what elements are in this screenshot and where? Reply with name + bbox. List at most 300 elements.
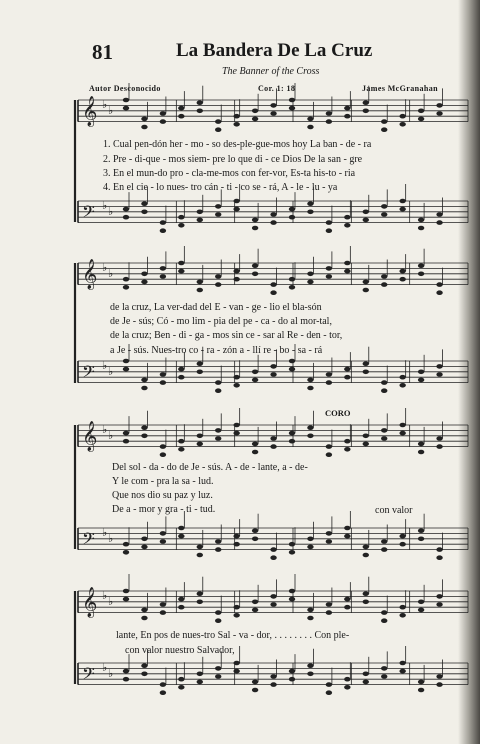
treble-clef-icon: 𝄞 (82, 587, 98, 618)
note-head (252, 537, 258, 542)
note-head (399, 383, 405, 388)
note-head (178, 375, 184, 380)
note-head (289, 207, 295, 212)
note-head (289, 106, 295, 111)
note-head (215, 274, 221, 279)
note-head (160, 682, 166, 687)
note-head (141, 201, 147, 206)
note-head (436, 111, 442, 116)
note-head (215, 674, 221, 679)
note-head (270, 602, 276, 607)
note-head (178, 597, 184, 602)
treble-clef-icon: 𝄞 (82, 421, 98, 452)
note-head (399, 207, 405, 212)
note-head (307, 663, 313, 668)
note-head (178, 269, 184, 274)
flat-sign-icon: ♭ (102, 98, 108, 112)
note-head (418, 117, 424, 122)
note-head (326, 539, 332, 544)
note-head (381, 127, 387, 132)
flat-sign-icon: ♭ (108, 104, 114, 118)
note-head (252, 272, 258, 277)
bass-clef-icon: 𝄢 (82, 528, 95, 553)
note-head (307, 210, 313, 215)
note-head (270, 594, 276, 599)
note-head (141, 545, 147, 550)
note-head (399, 423, 405, 428)
note-head (289, 285, 295, 290)
note-head (436, 282, 442, 287)
note-head (326, 220, 332, 225)
note-head (326, 228, 332, 233)
note-head (233, 534, 239, 539)
note-head (344, 261, 350, 266)
flat-sign-icon: ♭ (102, 261, 108, 275)
note-head (178, 223, 184, 228)
note-head (270, 290, 276, 295)
note-head (289, 550, 295, 555)
note-head (123, 106, 129, 111)
note-head (233, 423, 239, 428)
note-head (418, 600, 424, 605)
note-head (436, 674, 442, 679)
note-head (215, 204, 221, 209)
note-head (215, 380, 221, 385)
note-head (344, 605, 350, 610)
note-head (418, 537, 424, 542)
lyric-s3-v3: Que nos dio su paz y luz. (112, 490, 213, 501)
note-head (381, 666, 387, 671)
scripture-reference: Cor. 1: 18 (258, 84, 296, 93)
note-head (178, 447, 184, 452)
note-head (160, 539, 166, 544)
note-head (344, 223, 350, 228)
note-head (141, 125, 147, 130)
note-head (344, 367, 350, 372)
flat-sign-icon: ♭ (108, 532, 114, 546)
lyric-s1-v2: 2. Pre - di-que - mos siem- pre lo que di - ce Dios De la san - gre (103, 154, 363, 165)
note-head (363, 288, 369, 293)
note-head (307, 117, 313, 122)
note-head (270, 220, 276, 225)
bass-clef-icon: 𝄢 (82, 201, 95, 226)
note-head (270, 444, 276, 449)
note-head (418, 442, 424, 447)
note-head (178, 685, 184, 690)
note-head (307, 272, 313, 277)
note-head (215, 127, 221, 132)
note-head (215, 539, 221, 544)
english-subtitle: The Banner of the Cross (222, 66, 320, 77)
note-head (252, 226, 258, 231)
flat-sign-icon: ♭ (102, 359, 108, 373)
note-head (381, 547, 387, 552)
note-head (141, 210, 147, 215)
note-head (270, 372, 276, 377)
note-head (289, 589, 295, 594)
note-head (363, 545, 369, 550)
note-head (197, 288, 203, 293)
treble-clef-icon: 𝄞 (82, 259, 98, 290)
note-head (326, 111, 332, 116)
note-head (197, 545, 203, 550)
note-head (326, 266, 332, 271)
note-head (344, 114, 350, 119)
note-head (178, 526, 184, 531)
bass-clef-icon: 𝄢 (82, 361, 95, 386)
note-head (326, 610, 332, 615)
note-head (344, 106, 350, 111)
note-head (178, 534, 184, 539)
note-head (160, 602, 166, 607)
note-head (399, 277, 405, 282)
note-head (160, 531, 166, 536)
note-head (381, 618, 387, 623)
note-head (123, 285, 129, 290)
note-head (270, 436, 276, 441)
note-head (344, 447, 350, 452)
note-head (381, 274, 387, 279)
note-head (178, 677, 184, 682)
note-head (270, 103, 276, 108)
note-head (160, 372, 166, 377)
flat-sign-icon: ♭ (102, 199, 108, 213)
note-head (252, 370, 258, 375)
note-head (123, 669, 129, 674)
note-head (141, 608, 147, 613)
note-head (436, 364, 442, 369)
note-head (363, 361, 369, 366)
note-head (399, 375, 405, 380)
note-head (418, 688, 424, 693)
note-head (436, 682, 442, 687)
hymn-number: 81 (92, 40, 113, 64)
note-head (178, 439, 184, 444)
note-head (197, 600, 203, 605)
note-head (289, 542, 295, 547)
note-head (399, 199, 405, 204)
note-head (197, 591, 203, 596)
note-head (252, 378, 258, 383)
note-head (307, 201, 313, 206)
note-head (123, 359, 129, 364)
note-head (436, 290, 442, 295)
note-head (326, 274, 332, 279)
note-head (123, 550, 129, 555)
note-head (326, 690, 332, 695)
note-head (436, 103, 442, 108)
note-head (270, 282, 276, 287)
note-head (381, 428, 387, 433)
lyric-s4-v1: lante, En pos de nues-tro Sal - va - dor, . . . . . . . . Con ple- (116, 630, 350, 641)
note-head (252, 263, 258, 268)
lyric-s1-v4: 4. En el cie - lo nues- tro cán - ti - co se - rá, A - le - lu - ya (103, 182, 338, 193)
note-head (160, 119, 166, 124)
author-credit: Autor Desconocido (89, 84, 161, 93)
note-head (326, 119, 332, 124)
note-head (141, 280, 147, 285)
note-head (289, 669, 295, 674)
note-head (233, 114, 239, 119)
note-head (418, 109, 424, 114)
note-head (160, 690, 166, 695)
flat-sign-icon: ♭ (108, 267, 114, 281)
note-head (215, 212, 221, 217)
flat-sign-icon: ♭ (102, 526, 108, 540)
note-head (270, 674, 276, 679)
note-head (326, 372, 332, 377)
note-head (436, 220, 442, 225)
composer-credit: James McGranahan (362, 84, 438, 93)
dynamic-con-valor: con valor (375, 505, 413, 516)
note-head (141, 672, 147, 677)
note-head (289, 277, 295, 282)
note-head (344, 269, 350, 274)
lyric-s2-v3: de la cruz; Ben - di - ga - mos sin ce - sar al Re - den - tor, (110, 330, 343, 341)
note-head (436, 602, 442, 607)
note-head (123, 98, 129, 103)
note-head (197, 100, 203, 105)
lyric-s3-v1: Del sol - da - do de Je - sús. A - de - lante, a - de- (112, 462, 308, 473)
note-head (197, 553, 203, 558)
note-head (436, 444, 442, 449)
note-head (344, 677, 350, 682)
note-head (123, 431, 129, 436)
note-head (399, 669, 405, 674)
flat-sign-icon: ♭ (108, 365, 114, 379)
note-head (270, 111, 276, 116)
note-head (160, 228, 166, 233)
note-head (436, 555, 442, 560)
note-head (215, 388, 221, 393)
note-head (307, 608, 313, 613)
note-head (326, 452, 332, 457)
note-head (141, 425, 147, 430)
note-head (307, 386, 313, 391)
note-head (197, 280, 203, 285)
note-head (363, 109, 369, 114)
flat-sign-icon: ♭ (102, 661, 108, 675)
note-head (399, 542, 405, 547)
note-head (363, 434, 369, 439)
note-head (344, 439, 350, 444)
note-head (418, 378, 424, 383)
note-head (141, 378, 147, 383)
note-head (307, 425, 313, 430)
note-head (141, 117, 147, 122)
note-head (381, 212, 387, 217)
note-head (418, 272, 424, 277)
note-head (233, 122, 239, 127)
note-head (344, 526, 350, 531)
note-head (178, 106, 184, 111)
note-head (289, 98, 295, 103)
note-head (197, 370, 203, 375)
note-head (307, 280, 313, 285)
note-head (233, 199, 239, 204)
note-head (123, 215, 129, 220)
note-head (399, 605, 405, 610)
flat-sign-icon: ♭ (108, 667, 114, 681)
note-head (381, 436, 387, 441)
note-head (197, 680, 203, 685)
note-head (436, 594, 442, 599)
note-head (160, 111, 166, 116)
note-head (123, 589, 129, 594)
note-head (363, 680, 369, 685)
note-head (233, 269, 239, 274)
note-head (160, 380, 166, 385)
note-head (307, 672, 313, 677)
note-head (233, 431, 239, 436)
lyric-s1-v3: 3. En el mun-do pro - cla-me-mos con fer-vor, Es-ta his-to - ria (103, 168, 356, 179)
note-head (307, 434, 313, 439)
lyric-s3-v4: De a - mor y gra - ti - tud. (112, 504, 216, 515)
note-head (215, 428, 221, 433)
note-head (381, 204, 387, 209)
note-head (178, 215, 184, 220)
note-head (363, 591, 369, 596)
note-head (344, 375, 350, 380)
note-head (178, 367, 184, 372)
lyric-s2-v4: a Je - sús. Nues-tro co - ra - zón a - llí re - bo - sa - rá (110, 345, 323, 356)
note-head (381, 388, 387, 393)
note-head (363, 370, 369, 375)
note-head (270, 682, 276, 687)
note-head (270, 547, 276, 552)
note-head (252, 528, 258, 533)
note-head (197, 442, 203, 447)
note-head (399, 613, 405, 618)
note-head (289, 677, 295, 682)
note-head (381, 674, 387, 679)
note-head (197, 218, 203, 223)
note-head (252, 218, 258, 223)
note-head (344, 215, 350, 220)
note-head (233, 383, 239, 388)
note-head (363, 100, 369, 105)
note-head (233, 669, 239, 674)
note-head (381, 610, 387, 615)
note-head (307, 125, 313, 130)
note-head (381, 539, 387, 544)
note-head (123, 439, 129, 444)
note-head (197, 672, 203, 677)
note-head (399, 269, 405, 274)
note-head (160, 220, 166, 225)
hymn-title: La Bandera De La Cruz (176, 40, 373, 61)
note-head (160, 610, 166, 615)
note-head (418, 370, 424, 375)
note-head (307, 378, 313, 383)
bass-clef-icon: 𝄢 (82, 663, 95, 688)
note-head (289, 215, 295, 220)
note-head (215, 282, 221, 287)
flat-sign-icon: ♭ (108, 429, 114, 443)
note-head (160, 452, 166, 457)
note-head (233, 613, 239, 618)
note-head (363, 672, 369, 677)
flat-sign-icon: ♭ (108, 595, 114, 609)
note-head (252, 117, 258, 122)
note-head (233, 661, 239, 666)
note-head (141, 386, 147, 391)
note-head (289, 431, 295, 436)
note-head (233, 207, 239, 212)
note-head (289, 597, 295, 602)
note-head (307, 537, 313, 542)
note-head (215, 547, 221, 552)
note-head (252, 600, 258, 605)
note-head (215, 666, 221, 671)
note-head (270, 364, 276, 369)
lyric-s4-v2: con valor nuestro Salvador, (125, 645, 235, 656)
note-head (436, 436, 442, 441)
note-head (344, 534, 350, 539)
note-head (418, 680, 424, 685)
note-head (215, 610, 221, 615)
flat-sign-icon: ♭ (102, 589, 108, 603)
note-head (289, 439, 295, 444)
note-head (252, 608, 258, 613)
note-head (289, 367, 295, 372)
note-head (399, 122, 405, 127)
note-head (307, 616, 313, 621)
note-head (436, 372, 442, 377)
note-head (363, 600, 369, 605)
note-head (289, 359, 295, 364)
note-head (326, 602, 332, 607)
note-head (436, 212, 442, 217)
note-head (418, 226, 424, 231)
flat-sign-icon: ♭ (102, 423, 108, 437)
note-head (252, 680, 258, 685)
note-head (418, 263, 424, 268)
note-head (233, 277, 239, 282)
note-head (344, 685, 350, 690)
note-head (123, 677, 129, 682)
note-head (418, 608, 424, 613)
note-head (363, 442, 369, 447)
note-head (381, 119, 387, 124)
note-head (141, 537, 147, 542)
note-head (141, 434, 147, 439)
note-head (141, 272, 147, 277)
note-head (252, 688, 258, 693)
note-head (141, 663, 147, 668)
note-head (252, 109, 258, 114)
note-head (270, 555, 276, 560)
note-head (418, 450, 424, 455)
treble-clef-icon: 𝄞 (82, 96, 98, 127)
note-head (326, 444, 332, 449)
note-head (123, 277, 129, 282)
note-head (436, 547, 442, 552)
note-head (215, 119, 221, 124)
lyric-s1-v1: 1. Cual pen-dón her - mo - so des-ple-gue-mos hoy La ban - de - ra (103, 139, 372, 150)
note-head (418, 218, 424, 223)
note-head (215, 436, 221, 441)
note-head (363, 280, 369, 285)
note-head (363, 553, 369, 558)
note-head (123, 542, 129, 547)
note-head (307, 545, 313, 550)
note-head (197, 434, 203, 439)
note-head (178, 114, 184, 119)
note-head (326, 531, 332, 536)
note-head (363, 218, 369, 223)
note-head (233, 542, 239, 547)
